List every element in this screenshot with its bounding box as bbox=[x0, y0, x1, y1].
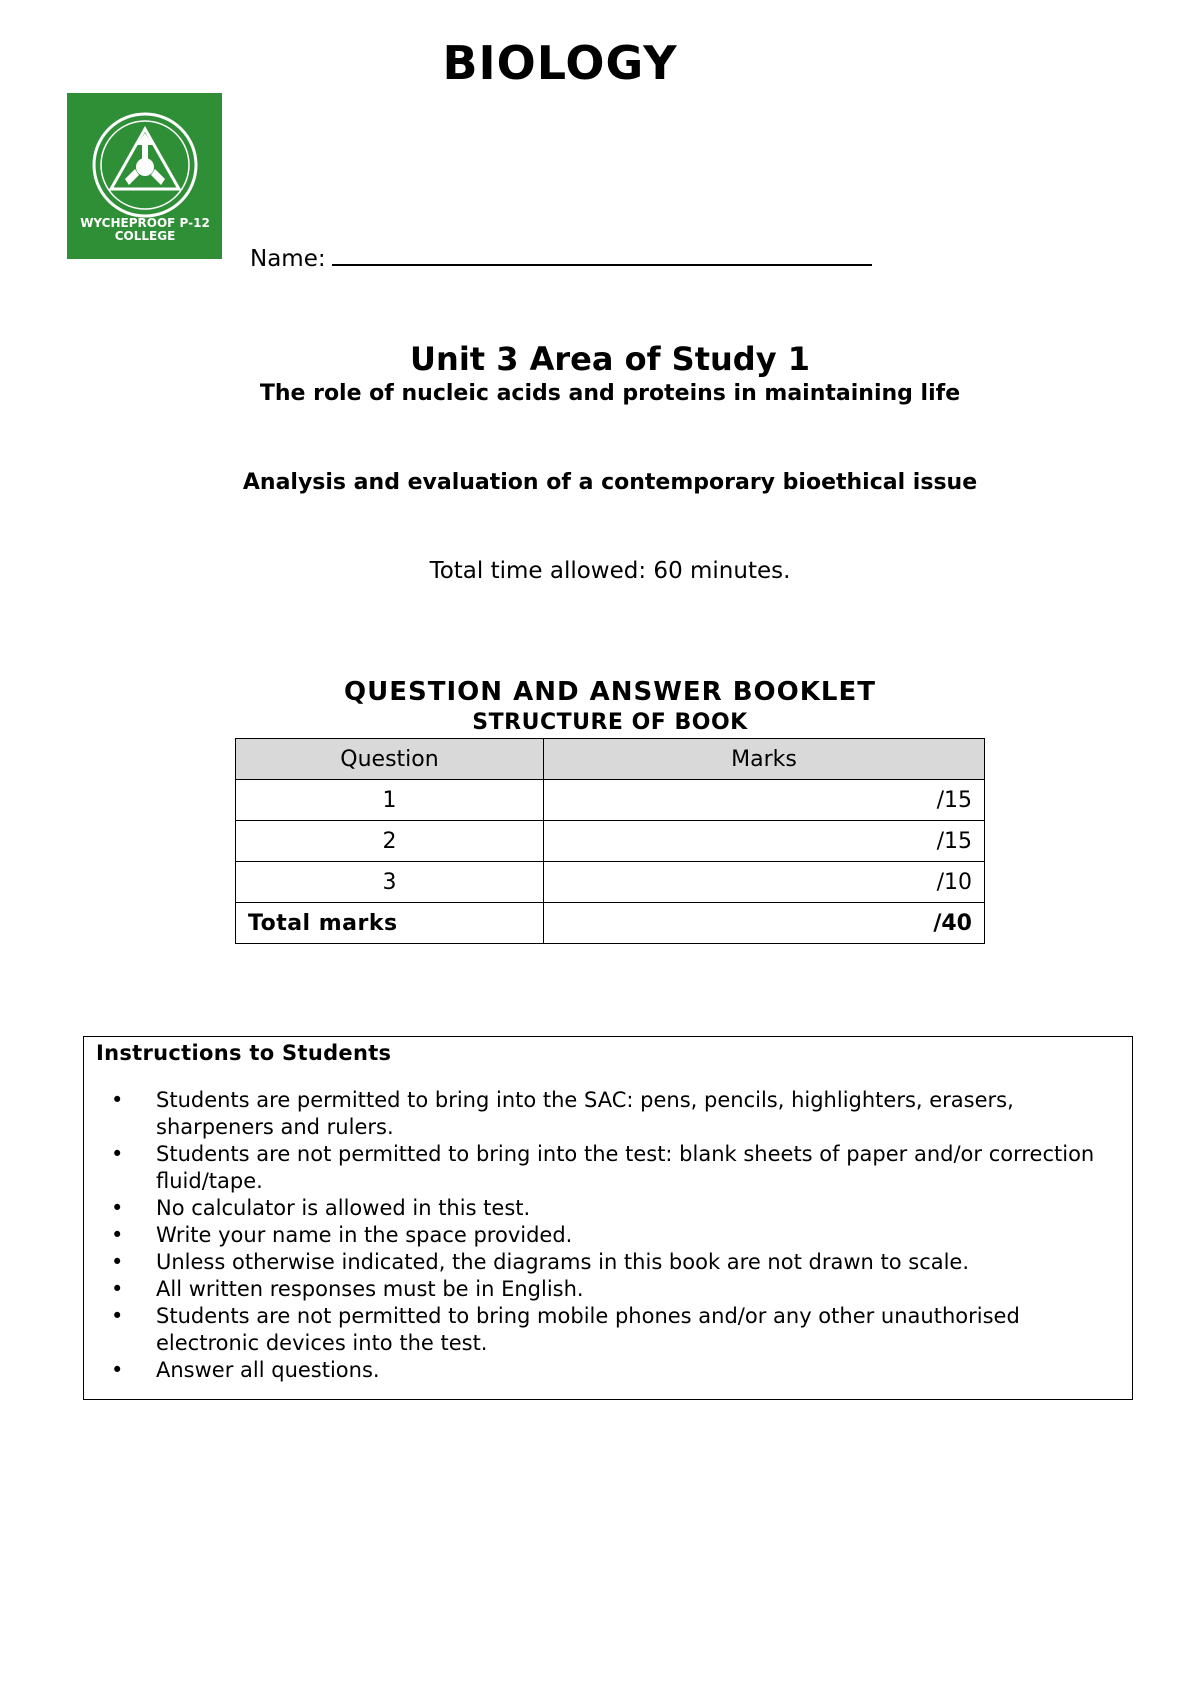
unit-title: Unit 3 Area of Study 1 bbox=[410, 340, 810, 378]
list-item bbox=[111, 1276, 1120, 1303]
bullet-icon: • bbox=[111, 1196, 124, 1220]
list-item bbox=[111, 1087, 1120, 1141]
instruction-text: Write your name in the space provided. bbox=[156, 1223, 573, 1247]
question-number: 3 bbox=[236, 862, 544, 903]
instructions-heading: Instructions to Students bbox=[96, 1041, 392, 1065]
header-marks: Marks bbox=[544, 739, 985, 780]
name-label: Name: bbox=[250, 246, 326, 272]
bullet-icon: • bbox=[111, 1277, 124, 1301]
task-title: Analysis and evaluation of a contemporary bioethical issue bbox=[242, 470, 978, 495]
table-row bbox=[236, 821, 985, 862]
bullet-icon: • bbox=[111, 1304, 124, 1328]
question-number: 1 bbox=[236, 780, 544, 821]
instruction-text: Unless otherwise indicated, the diagrams in this book are not drawn to scale. bbox=[156, 1250, 970, 1274]
structure-title: STRUCTURE OF BOOK bbox=[472, 710, 748, 735]
instruction-text: Students are not permitted to bring mobile phones and/or any other unauthorised electronic devices into the test. bbox=[156, 1304, 1020, 1355]
total-marks-label: Total marks bbox=[236, 903, 544, 944]
subject-title: BIOLOGY bbox=[442, 36, 678, 90]
list-item bbox=[111, 1195, 1120, 1222]
bullet-icon: • bbox=[111, 1088, 124, 1112]
list-item bbox=[111, 1303, 1120, 1357]
question-marks: /15 bbox=[544, 780, 985, 821]
table-row bbox=[236, 780, 985, 821]
table-total-row bbox=[236, 903, 985, 944]
list-item bbox=[111, 1222, 1120, 1249]
instruction-text: All written responses must be in English. bbox=[156, 1277, 584, 1301]
logo-text-line1: WYCHEPROOF P-12 bbox=[80, 216, 210, 230]
marks-table bbox=[235, 738, 985, 944]
instruction-text: Students are permitted to bring into the SAC: pens, pencils, highlighters, erasers, sharpeners and rulers. bbox=[156, 1088, 1014, 1139]
instructions-box bbox=[83, 1036, 1133, 1400]
bullet-icon: • bbox=[111, 1250, 124, 1274]
booklet-title: QUESTION AND ANSWER BOOKLET bbox=[344, 677, 876, 707]
bullet-icon: • bbox=[111, 1358, 124, 1382]
list-item bbox=[111, 1249, 1120, 1276]
instruction-text: Students are not permitted to bring into the test: blank sheets of paper and/or correction fluid/tape. bbox=[156, 1142, 1095, 1193]
question-marks: /15 bbox=[544, 821, 985, 862]
list-item bbox=[111, 1141, 1120, 1195]
school-logo bbox=[67, 93, 222, 259]
instruction-text: No calculator is allowed in this test. bbox=[156, 1196, 531, 1220]
list-item bbox=[111, 1357, 1120, 1384]
question-marks: /10 bbox=[544, 862, 985, 903]
question-number: 2 bbox=[236, 821, 544, 862]
instructions-list bbox=[96, 1087, 1120, 1384]
instruction-text: Answer all questions. bbox=[156, 1358, 380, 1382]
header-question: Question bbox=[236, 739, 544, 780]
name-field[interactable] bbox=[250, 240, 872, 272]
bullet-icon: • bbox=[111, 1142, 124, 1166]
unit-subtitle: The role of nucleic acids and proteins in maintaining life bbox=[259, 381, 961, 406]
logo-text-line2: COLLEGE bbox=[114, 229, 176, 243]
total-marks-value: /40 bbox=[544, 903, 985, 944]
table-row bbox=[236, 862, 985, 903]
table-header-row bbox=[236, 739, 985, 780]
name-blank-line[interactable] bbox=[332, 240, 872, 266]
bullet-icon: • bbox=[111, 1223, 124, 1247]
time-allowed: Total time allowed: 60 minutes. bbox=[429, 558, 791, 584]
